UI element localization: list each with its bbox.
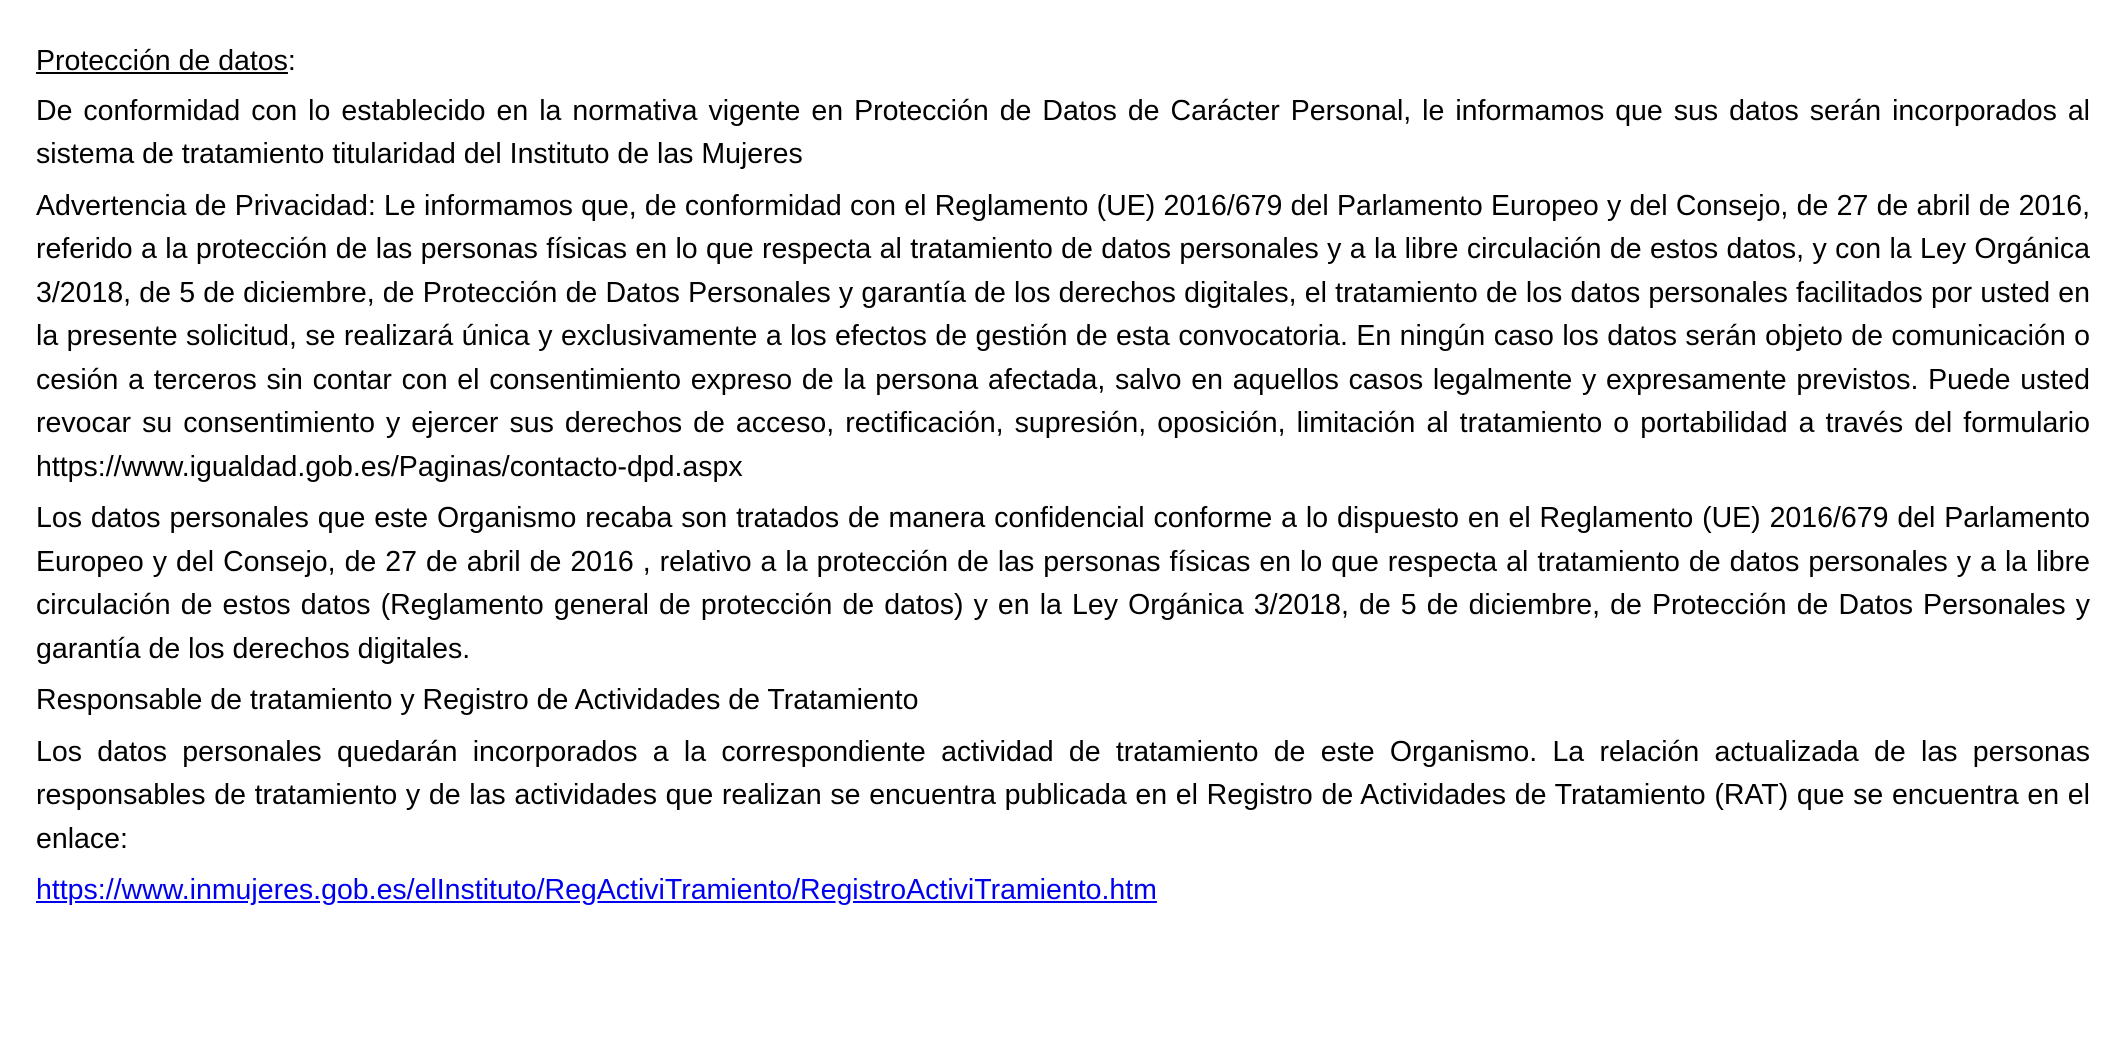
- paragraph-responsible-heading: Responsable de tratamiento y Registro de Actividades de Tratamiento: [36, 684, 919, 716]
- rat-registry-link[interactable]: https://www.inmujeres.gob.es/elInstituto/RegActiviTramiento/RegistroActiviTramiento.htm: [36, 874, 1157, 906]
- document-body: [36, 40, 2090, 921]
- paragraph-privacy-warning: Advertencia de Privacidad: Le informamos que, de conformidad con el Reglamento (UE) 2016/679 del Parlamento Europeo y del Consejo, de 27 de abril de 2016, referido a la protección de las personas físicas en lo que respecta al tratamiento de datos personales y a la libre circulación de estos datos, y con la Ley Orgánica 3/2018, de 5 de diciembre, de Protección de Datos Personales y garantía de los derechos digitales, el tratamiento de los datos personales facilitados por usted en la presente solicitud, se realizará única y exclusivamente a los efectos de gestión de esta convocatoria. En ningún caso los datos serán objeto de comunicación o cesión a terceros sin contar con el consentimiento expreso de la persona afectada, salvo en aquellos casos legalmente y expresamente previstos. Puede usted revocar su consentimiento y ejercer sus derechos de acceso, rectificación, supresión, oposición, limitación al tratamiento o portabilidad a través del formulario https://www.igualdad.gob.es/Paginas/contacto-dpd.aspx: [36, 189, 2090, 483]
- section-title: [36, 40, 2090, 84]
- paragraph-confidential-treatment: Los datos personales que este Organismo recaba son tratados de manera confidencial conforme a lo dispuesto en el Reglamento (UE) 2016/679 del Parlamento Europeo y del Consejo, de 27 de abril de 2016 , relativo a la protección de las personas físicas en lo que respecta al tratamiento de datos personales y a la libre circulación de estos datos (Reglamento general de protección de datos) y en la Ley Orgánica 3/2018, de 5 de diciembre, de Protección de Datos Personales y garantía de los derechos digitales.: [36, 502, 2090, 665]
- section-title-suffix: :: [287, 45, 296, 77]
- link-paragraph: [36, 869, 2090, 913]
- section-title-text: Protección de datos: [36, 45, 288, 77]
- paragraph-rat-registry: Los datos personales quedarán incorporados a la correspondiente actividad de tratamiento de este Organismo. La relación actualizada de las personas responsables de tratamiento y de las actividades que realizan se encuentra publicada en el Registro de Actividades de Tratamiento (RAT) que se encuentra en el enlace:: [36, 735, 2090, 855]
- paragraph-intro: De conformidad con lo establecido en la normativa vigente en Protección de Datos de Carácter Personal, le informamos que sus datos serán incorporados al sistema de tratamiento titularidad del Instituto de las Mujeres: [36, 94, 2090, 170]
